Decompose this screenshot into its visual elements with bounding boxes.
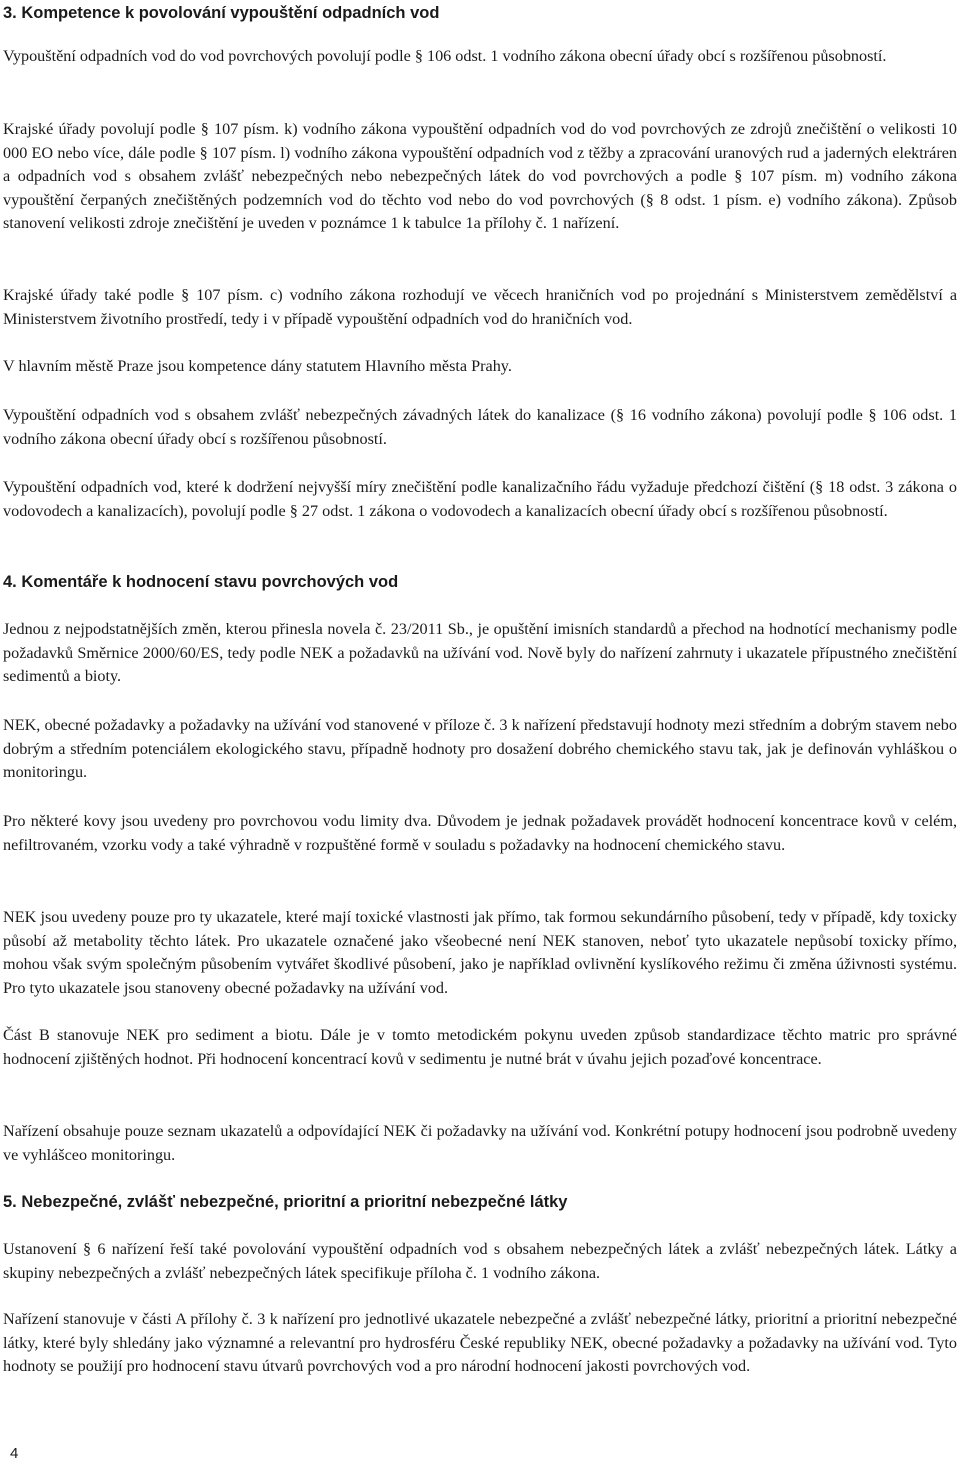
section-4-paragraph-3: Pro některé kovy jsou uvedeny pro povrchovou vodu limity dva. Důvodem je jednak požadavek provádět hodnocení koncentrace kovů v celém, nefiltrovaném, vzorku vody a také výhradně v rozpuštěné formě v souladu s požadavky na hodnocení chemického stavu.: [3, 812, 957, 854]
section-4-paragraph-4: NEK jsou uvedeny pouze pro ty ukazatele, které mají toxické vlastnosti jak přímo, tak formou sekundárního působení, tedy v případě, kdy toxicky působí až metabolity těchto látek. Pro ukazatele označené jako všeobecné není NEK stanoven, neboť tyto ukazatele nepůsobí toxicky přímo, mohou však svým společným působením vytvářet škodlivé působení, jako je například ovlivnění kyslíkového režimu či změna úživnosti systému. Pro tyto ukazatele jsou stanoveny obecné požadavky na užívání vod.: [3, 908, 957, 997]
section-5-heading: 5. Nebezpečné, zvlášť nebezpečné, prioritní a prioritní nebezpečné látky: [3, 1193, 568, 1211]
section-3-heading: 3. Kompetence k povolování vypouštění odpadních vod: [3, 4, 440, 22]
section-4-heading: 4. Komentáře k hodnocení stavu povrchových vod: [3, 573, 399, 591]
section-3-paragraph-5: Vypouštění odpadních vod s obsahem zvlášť nebezpečných závadných látek do kanalizace (§ 16 vodního zákona) povolují podle § 106 odst. 1 vodního zákona obecní úřady obcí s rozšířenou působností.: [3, 406, 957, 448]
section-5-paragraph-2: Nařízení stanovuje v části A přílohy č. 3 k nařízení pro jednotlivé ukazatele nebezpečné a zvlášť nebezpečné látky, prioritní a prioritní nebezpečné látky, které byly shledány jako významné a relevantní pro hydrosféru České republiky NEK, obecné požadavky a požadavky na užívání vod. Tyto hodnoty se použijí pro hodnocení stavu útvarů povrchových vod a pro národní hodnocení jakosti povrchových vod.: [3, 1310, 957, 1376]
section-3-paragraph-3: Krajské úřady také podle § 107 písm. c) vodního zákona rozhodují ve věcech hraničních vod po projednání s Ministerstvem zemědělství a Ministerstvem životního prostředí, tedy i v případě vypouštění odpadních vod do hraničních vod.: [3, 286, 957, 328]
section-5-paragraph-1: Ustanovení § 6 nařízení řeší také povolování vypouštění odpadních vod s obsahem nebezpečných látek a zvlášť nebezpečných látek. Látky a skupiny nebezpečných a zvlášť nebezpečných látek specifikuje příloha č. 1 vodního zákona.: [3, 1240, 957, 1282]
page-number: 4: [10, 1445, 19, 1462]
section-4-paragraph-2: NEK, obecné požadavky a požadavky na užívání vod stanovené v příloze č. 3 k nařízení představují hodnoty mezi středním a dobrým stavem nebo dobrým a středním potenciálem ekologického stavu, případně hodnoty pro dosažení dobrého chemického stavu tak, jak je definován vyhláškou o monitoringu.: [3, 716, 957, 782]
section-3-paragraph-1: Vypouštění odpadních vod do vod povrchových povolují podle § 106 odst. 1 vodního zákona obecní úřady obcí s rozšířenou působností.: [3, 47, 887, 65]
section-3-paragraph-4: V hlavním městě Praze jsou kompetence dány statutem Hlavního města Prahy.: [3, 357, 512, 375]
section-4-paragraph-5: Část B stanovuje NEK pro sediment a biotu. Dále je v tomto metodickém pokynu uveden způsob standardizace těchto matric pro správné hodnocení zjištěných hodnot. Při hodnocení koncentrací kovů v sedimentu je nutné brát v úvahu jejich pozaďové koncentrace.: [3, 1026, 957, 1068]
section-4-paragraph-1: Jednou z nejpodstatnějších změn, kterou přinesla novela č. 23/2011 Sb., je opuštění imisních standardů a přechod na hodnotící mechanismy podle požadavků Směrnice 2000/60/ES, tedy podle NEK a požadavků na užívání vod. Nově byly do nařízení zahrnuty i ukazatele přípustného znečištění sedimentů a bioty.: [3, 620, 957, 686]
section-3-paragraph-6: Vypouštění odpadních vod, které k dodržení nejvyšší míry znečištění podle kanalizačního řádu vyžaduje předchozí čištění (§ 18 odst. 3 zákona o vodovodech a kanalizacích), povolují podle § 27 odst. 1 zákona o vodovodech a kanalizacích obecní úřady obcí s rozšířenou působností.: [3, 478, 957, 520]
section-4-paragraph-6: Nařízení obsahuje pouze seznam ukazatelů a odpovídající NEK či požadavky na užívání vod. Konkrétní potupy hodnocení jsou podrobně uvedeny ve vyhlášceo monitoringu.: [3, 1122, 957, 1164]
section-3-paragraph-2: Krajské úřady povolují podle § 107 písm. k) vodního zákona vypouštění odpadních vod do vod povrchových ze zdrojů znečištění o velikosti 10 000 EO nebo více, dále podle § 107 písm. l) vodního zákona vypouštění odpadních vod z těžby a zpracování uranových rud a jaderných elektráren a odpadních vod s obsahem zvlášť nebezpečných nebo nebezpečných látek do vod povrchových a podle § 107 písm. m) vodního zákona vypouštění čerpaných znečištěných podzemních vod do těchto vod nebo do vod povrchových (§ 8 odst. 1 písm. e) vodního zákona). Způsob stanovení velikosti zdroje znečištění je uveden v poznámce 1 k tabulce 1a přílohy č. 1 nařízení.: [3, 120, 957, 233]
